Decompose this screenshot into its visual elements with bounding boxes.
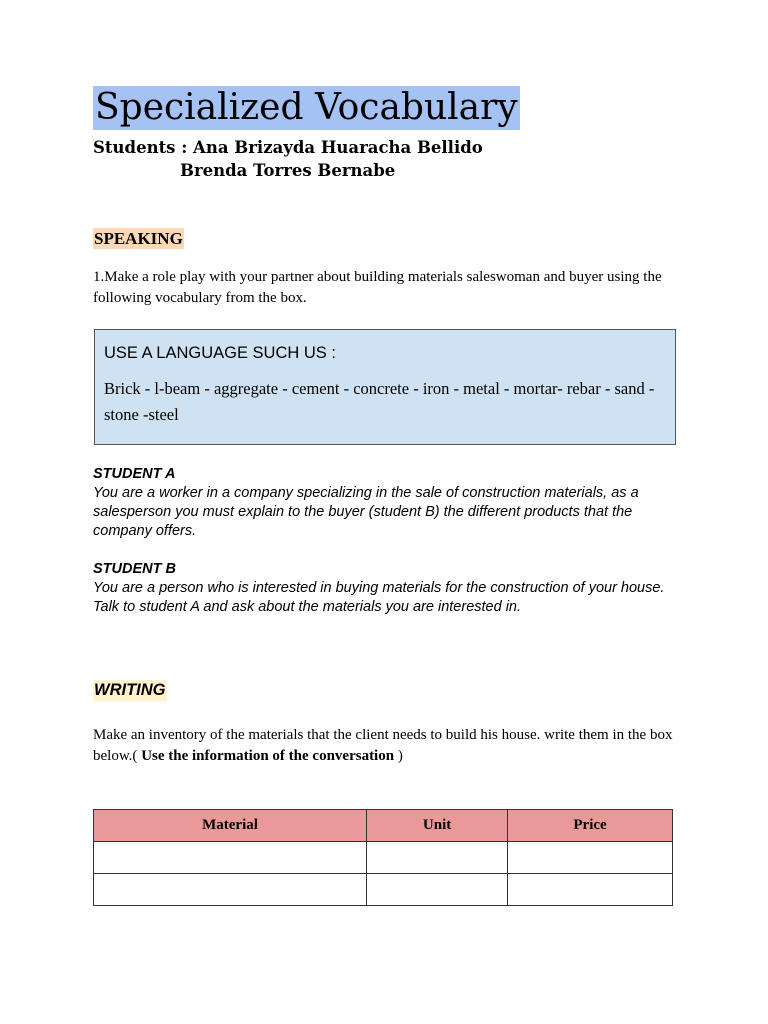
speaking-heading: SPEAKING	[94, 229, 183, 248]
inventory-header-row	[94, 810, 673, 842]
writing-instruction-bold: Use the information of the conversation	[141, 748, 395, 764]
writing-heading: WRITING	[94, 681, 166, 699]
table-cell[interactable]	[94, 874, 367, 906]
student-a-label: STUDENT A	[93, 466, 176, 482]
table-cell[interactable]	[508, 874, 673, 906]
student-b-label: STUDENT B	[93, 561, 176, 577]
header-unit: Unit	[367, 810, 508, 842]
table-cell[interactable]	[367, 842, 508, 874]
table-row	[94, 874, 673, 906]
students-line-2: Brenda Torres Bernabe	[180, 161, 396, 180]
vocabulary-box-heading: USE A LANGUAGE SUCH US :	[104, 344, 336, 362]
student-b-text: You are a person who is interested in buying materials for the construction of your house. Talk to student A and ask about the materials you are interested in.	[93, 580, 665, 615]
vocabulary-word-list: Brick - l-beam - aggregate - cement - concrete - iron - metal - mortar- rebar - sand -stone -steel	[104, 379, 655, 424]
inventory-table	[93, 809, 673, 906]
writing-instruction	[93, 725, 683, 767]
students-block	[93, 136, 483, 182]
header-price: Price	[508, 810, 673, 842]
writing-instruction-end: )	[394, 748, 403, 764]
student-a-text: You are a worker in a company specializing in the sale of construction materials, as a salesperson you must explain to the buyer (student B) the different products that the company offers.	[93, 485, 639, 539]
vocabulary-box	[94, 329, 676, 445]
student-a-section	[93, 465, 673, 541]
page-title: Specialized Vocabulary	[95, 87, 518, 128]
writing-instruction-start: Make an inventory of the materials that the client needs to build his house. write them in the box below.(	[93, 727, 673, 764]
students-line-1: Students : Ana Brizayda Huaracha Bellido	[93, 138, 483, 157]
header-material: Material	[94, 810, 367, 842]
speaking-instruction: 1.Make a role play with your partner about building materials saleswoman and buyer using the following vocabulary from the box.	[93, 269, 662, 306]
table-cell[interactable]	[94, 842, 367, 874]
table-cell[interactable]	[367, 874, 508, 906]
student-b-section	[93, 560, 673, 617]
table-row	[94, 842, 673, 874]
table-cell[interactable]	[508, 842, 673, 874]
